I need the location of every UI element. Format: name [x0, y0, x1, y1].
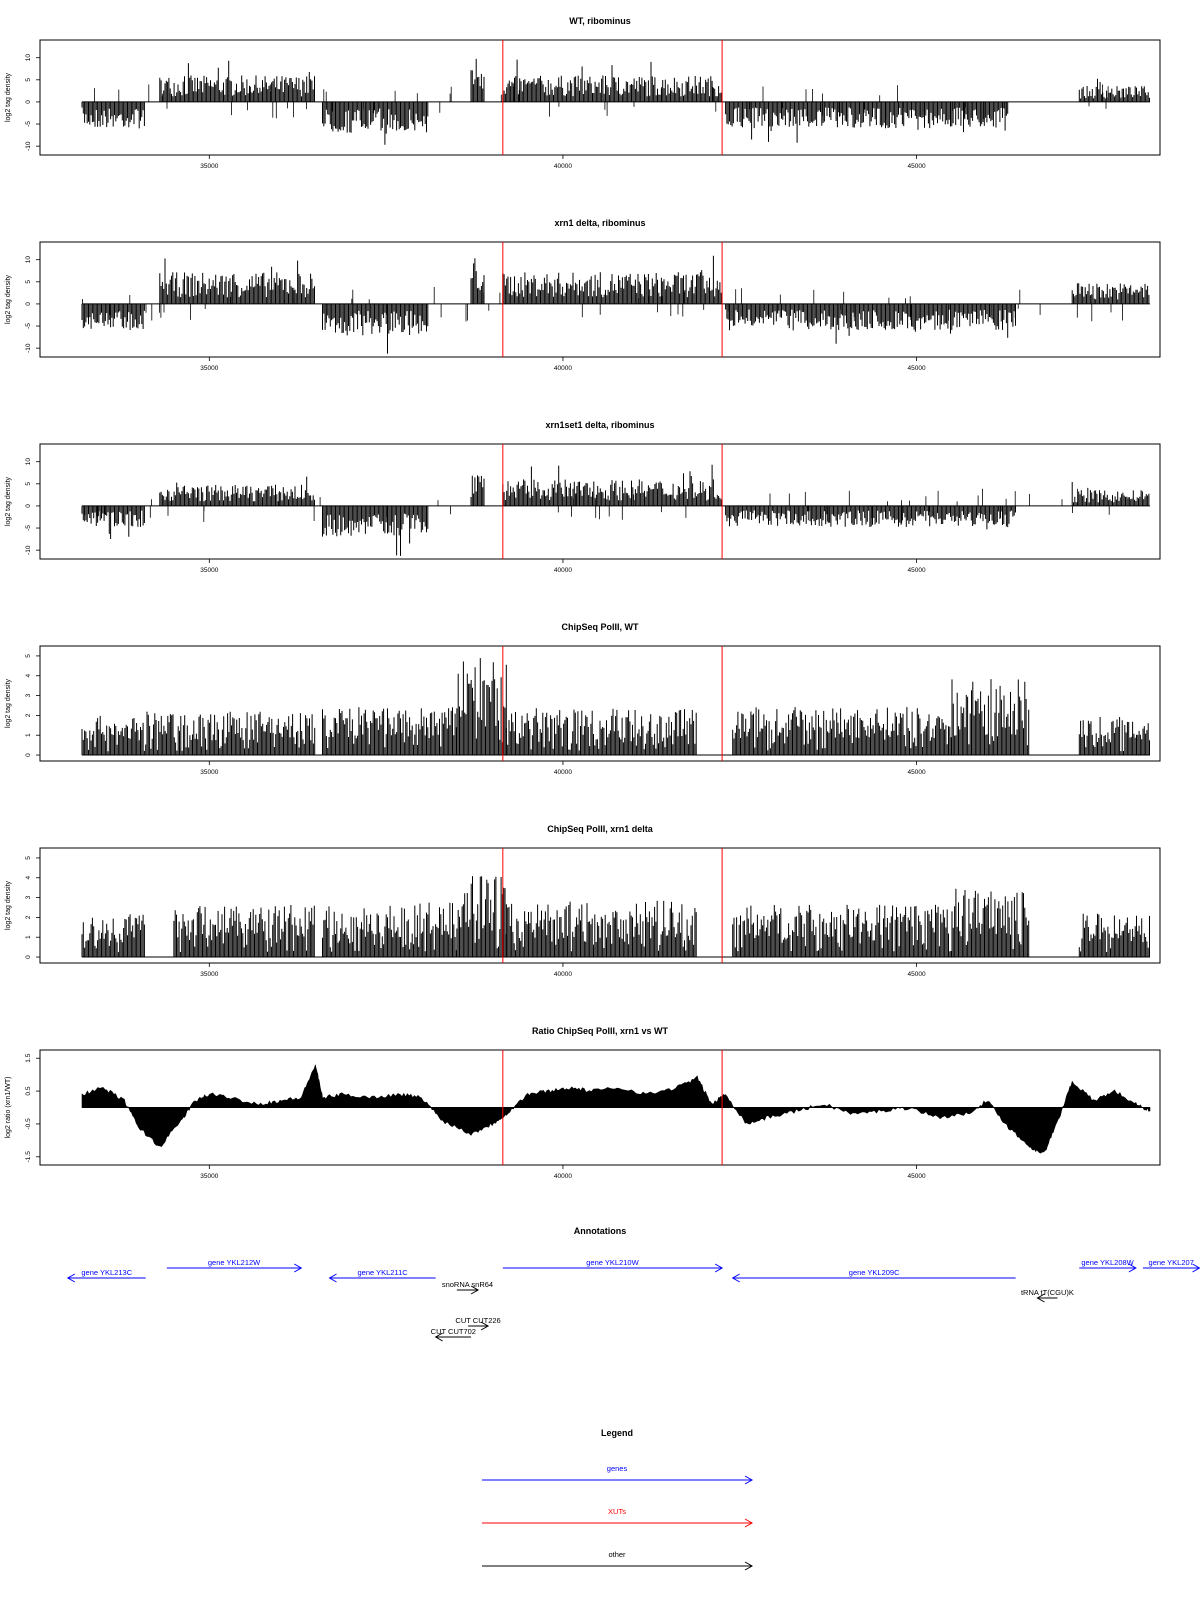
x-tick-label: 35000 — [200, 365, 219, 372]
y-tick-label: 0 — [25, 753, 32, 757]
annotation-label: gene YKL213C — [81, 1268, 133, 1277]
x-tick-label: 40000 — [553, 567, 572, 574]
y-tick-label: 0 — [25, 955, 32, 959]
y-axis-label: log2 tag density — [5, 678, 12, 729]
y-tick-label: -5 — [25, 121, 32, 127]
x-tick-label: 45000 — [907, 567, 926, 574]
annotation-item — [431, 1327, 476, 1341]
x-tick-label: 40000 — [553, 365, 572, 372]
data-segment-4 — [506, 708, 696, 755]
data-segment-1 — [146, 712, 315, 756]
chart-title: ChipSeq PolII, WT — [561, 622, 639, 632]
annotation-label: CUT CUT226 — [455, 1316, 501, 1325]
data-segment-2 — [323, 304, 428, 354]
data-segment-2 — [323, 102, 428, 145]
legend-label: XUTs — [608, 1507, 626, 1516]
data-segment-4 — [503, 60, 721, 102]
y-tick-label: 1 — [25, 733, 32, 738]
data-segment-1 — [160, 61, 315, 102]
chart-panel-0 — [5, 16, 1160, 170]
y-axis-label: log2 tag density — [5, 880, 12, 931]
data-segment-0 — [82, 506, 144, 539]
data-segment-0 — [82, 716, 144, 755]
y-tick-label: 1.5 — [25, 1053, 32, 1063]
y-axis-label: log2 tag density — [5, 274, 12, 325]
data-segment-3 — [457, 658, 506, 755]
legend-label: genes — [606, 1464, 628, 1473]
x-tick-label: 40000 — [553, 1173, 572, 1180]
data-segment-5 — [726, 506, 1016, 530]
x-tick-label: 35000 — [200, 971, 219, 978]
y-tick-label: 0 — [25, 100, 32, 104]
y-tick-label: 5 — [25, 481, 32, 486]
data-segment-0 — [82, 102, 144, 128]
annotation-item — [330, 1268, 436, 1282]
data-segment-3 — [471, 475, 484, 506]
chart-panel-2 — [5, 420, 1160, 574]
y-tick-label: 3 — [25, 895, 32, 900]
annotation-label: gene YKL210W — [586, 1258, 639, 1267]
y-axis-label: log2 ratio (xrn1/WT) — [5, 1076, 12, 1139]
chart-title: xrn1set1 delta, ribominus — [545, 420, 655, 430]
data-segment-5 — [733, 707, 951, 755]
y-tick-label: -1.5 — [25, 1151, 32, 1163]
x-tick-label: 40000 — [553, 971, 572, 978]
legend-panel — [482, 1428, 752, 1570]
chart-panel-4 — [5, 824, 1160, 978]
data-segment-5 — [726, 102, 1008, 143]
x-tick-label: 35000 — [200, 567, 219, 574]
annotation-label: gene YKL208W — [1081, 1258, 1134, 1267]
annotation-label: gene YKL211C — [357, 1268, 408, 1277]
y-tick-label: -10 — [25, 343, 32, 353]
y-tick-label: -5 — [25, 525, 32, 531]
annotations-title: Annotations — [573, 1226, 627, 1236]
data-segment-6 — [952, 679, 1029, 755]
y-tick-label: 10 — [25, 256, 32, 264]
legend-label: other — [608, 1550, 626, 1559]
data-segment-3 — [471, 258, 484, 304]
annotation-item — [503, 1258, 722, 1272]
chart-title: xrn1 delta, ribominus — [554, 218, 646, 228]
data-segment-6 — [952, 889, 1029, 957]
data-segment-3 — [471, 59, 484, 102]
y-tick-label: 5 — [25, 279, 32, 284]
data-segment-7 — [1079, 717, 1149, 755]
y-tick-label: -10 — [25, 141, 32, 151]
data-segment-2 — [323, 506, 428, 556]
annotation-item — [733, 1268, 1016, 1282]
y-tick-label: 0.5 — [25, 1086, 32, 1096]
y-tick-label: 5 — [25, 77, 32, 82]
data-segment-1 — [160, 259, 315, 304]
x-tick-label: 35000 — [200, 163, 219, 170]
chart-panel-5 — [5, 1026, 1160, 1180]
data-segment-0 — [82, 304, 144, 330]
annotation-label: gene YKL212W — [207, 1258, 261, 1267]
x-tick-label: 35000 — [200, 769, 219, 776]
chart-title: WT, ribominus — [569, 16, 631, 26]
data-segment-1 — [174, 905, 314, 957]
y-tick-label: 2 — [25, 713, 32, 718]
data-segment-2 — [323, 707, 457, 755]
y-tick-label: 4 — [25, 875, 32, 880]
y-axis-label: log2 tag density — [5, 72, 12, 123]
data-segment-7 — [1079, 914, 1149, 957]
annotation-label: gene YKL209C — [848, 1268, 900, 1277]
data-segment-3 — [457, 876, 506, 957]
y-tick-label: 5 — [25, 856, 32, 860]
annotation-label: gene YKL207 — [1148, 1258, 1194, 1267]
x-tick-label: 35000 — [200, 1173, 219, 1180]
annotation-item — [167, 1258, 301, 1272]
legend-entry — [482, 1464, 752, 1484]
y-tick-label: 0 — [25, 504, 32, 508]
data-segment-6 — [1072, 482, 1149, 506]
data-segment-4 — [506, 901, 696, 957]
annotations-panel — [68, 1226, 1200, 1341]
chart-panel-1 — [5, 218, 1160, 372]
x-tick-label: 45000 — [907, 971, 926, 978]
annotation-item — [442, 1280, 493, 1294]
x-tick-label: 40000 — [553, 163, 572, 170]
chart-title: ChipSeq PolII, xrn1 delta — [547, 824, 653, 834]
y-tick-label: 4 — [25, 673, 32, 678]
annotation-label: CUT CUT702 — [430, 1327, 476, 1336]
x-tick-label: 45000 — [907, 769, 926, 776]
y-tick-label: 10 — [25, 458, 32, 466]
data-segment-6 — [1079, 79, 1149, 102]
legend-entry — [482, 1550, 752, 1570]
y-tick-label: 10 — [25, 54, 32, 62]
x-tick-label: 45000 — [907, 1173, 926, 1180]
annotation-item — [1079, 1258, 1136, 1272]
y-tick-label: -0.5 — [25, 1118, 32, 1130]
annotation-label: snoRNA snR64 — [441, 1280, 494, 1289]
y-tick-label: -10 — [25, 545, 32, 555]
y-tick-label: -5 — [25, 323, 32, 329]
chart-title: Ratio ChipSeq PolII, xrn1 vs WT — [531, 1026, 669, 1036]
data-segment-0 — [82, 914, 144, 957]
y-tick-label: 2 — [25, 915, 32, 920]
annotation-item — [1021, 1288, 1074, 1302]
data-segment-5 — [726, 304, 1016, 344]
data-segment-4 — [503, 256, 721, 304]
x-tick-label: 45000 — [907, 163, 926, 170]
legend-entry — [482, 1507, 752, 1527]
annotation-item — [1143, 1258, 1200, 1272]
data-segment-1 — [160, 477, 315, 506]
y-tick-label: 1 — [25, 935, 32, 940]
data-segment-4 — [503, 465, 721, 506]
x-tick-label: 45000 — [907, 365, 926, 372]
data-segment-5 — [733, 905, 951, 957]
x-tick-label: 40000 — [553, 769, 572, 776]
data-segment-2 — [323, 903, 457, 958]
y-tick-label: 0 — [25, 302, 32, 306]
y-axis-label: log2 tag density — [5, 476, 12, 527]
y-tick-label: 3 — [25, 693, 32, 698]
y-tick-label: 5 — [25, 654, 32, 658]
annotation-label: tRNA tT(CGU)K — [1020, 1288, 1074, 1297]
ratio-area — [82, 1065, 1150, 1153]
data-segment-6 — [1072, 283, 1149, 304]
legend-title: Legend — [600, 1428, 634, 1438]
chart-panel-3 — [5, 622, 1160, 776]
annotation-item — [68, 1268, 146, 1282]
